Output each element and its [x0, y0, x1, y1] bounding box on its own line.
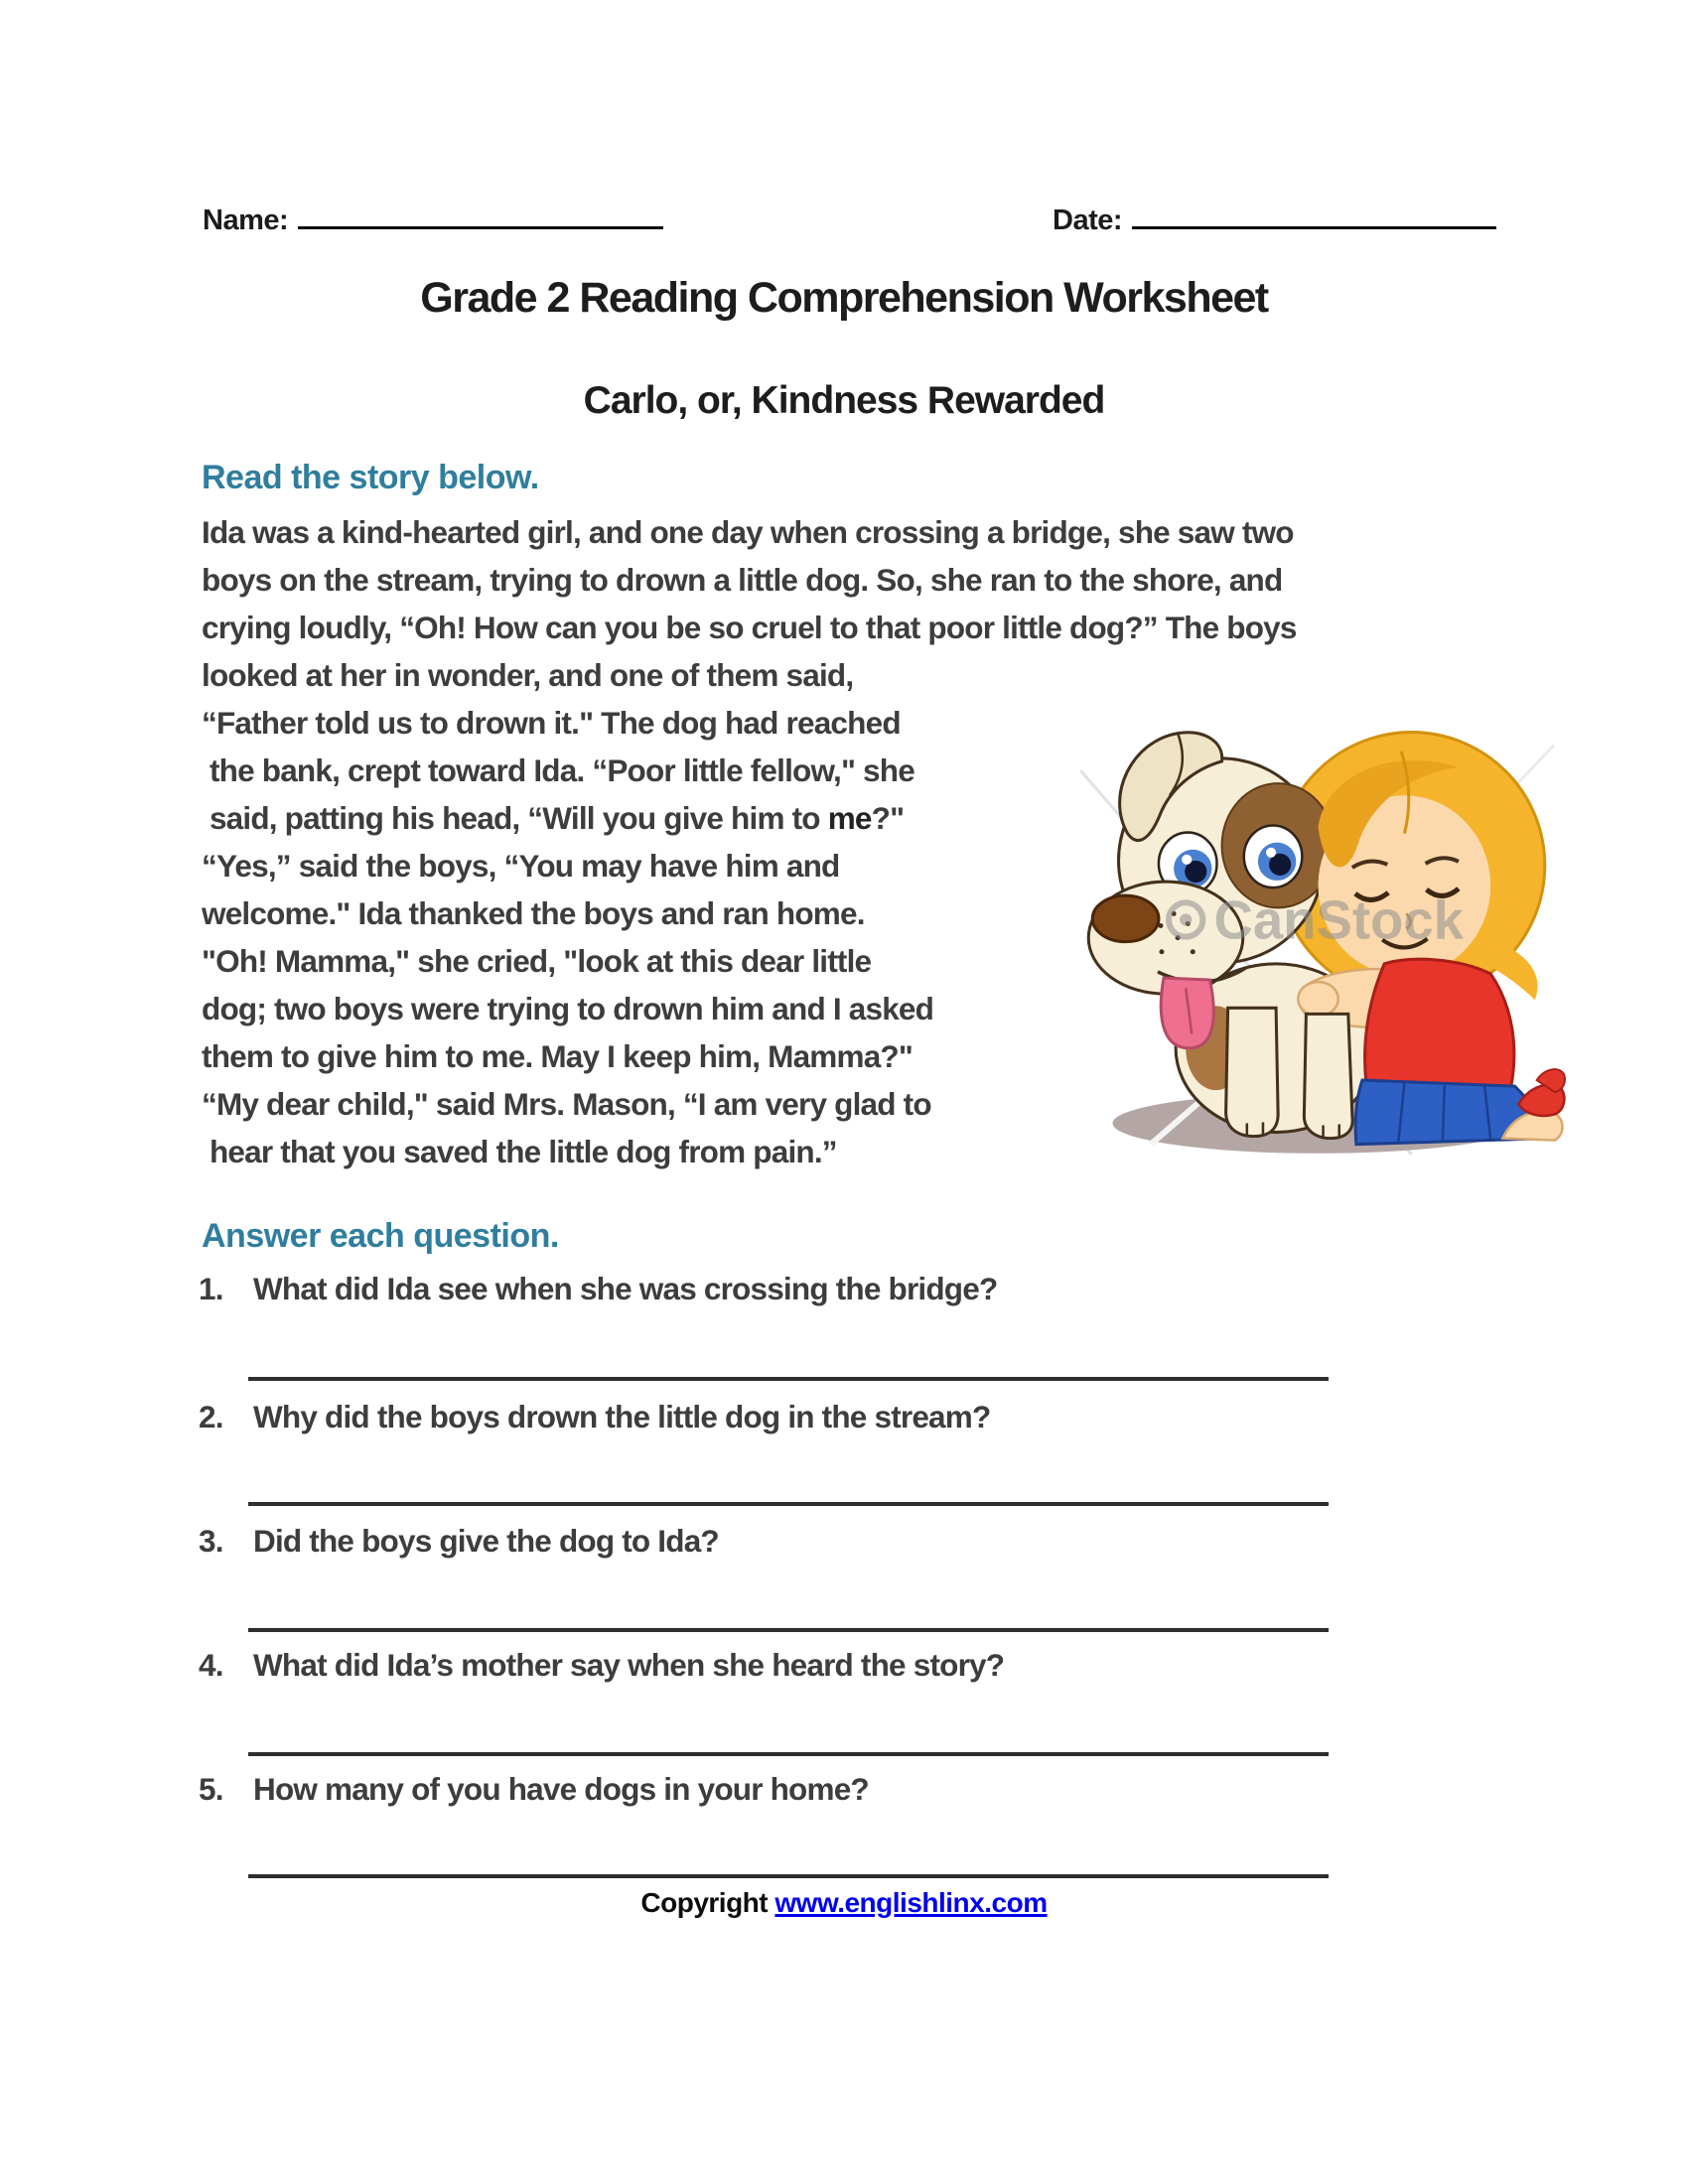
- story-line-text: said, patting his head, “Will you give him to: [202, 800, 828, 836]
- date-label: Date:: [1053, 205, 1123, 236]
- question-number: 4.: [199, 1647, 223, 1683]
- story-line: “My dear child," said Mrs. Mason, “I am very glad to: [202, 1086, 931, 1122]
- answer-line-3[interactable]: [248, 1628, 1329, 1632]
- story-line: looked at her in wonder, and one of them said,: [202, 657, 854, 693]
- story-line: dog; two boys were trying to drown him and I asked: [202, 991, 934, 1026]
- girl-red-top: [1365, 959, 1514, 1088]
- story-line: boys on the stream, trying to drown a little dog. So, she ran to the shore, and: [202, 562, 1283, 598]
- story-line-emphasis: me: [827, 800, 872, 836]
- question-text: Why did the boys drown the little dog in the stream?: [253, 1399, 991, 1434]
- question-text: How many of you have dogs in your home?: [253, 1771, 869, 1807]
- story-line: crying loudly, “Oh! How can you be so cruel to that poor little dog?” The boys: [202, 610, 1297, 645]
- question-text: What did Ida see when she was crossing the bridge?: [253, 1271, 998, 1306]
- girl-hugging-dog-illustration: [1065, 675, 1567, 1176]
- read-story-heading: Read the story below.: [202, 459, 539, 496]
- name-label: Name:: [203, 205, 289, 236]
- canstock-watermark: [1169, 890, 1465, 951]
- story-line: welcome." Ida thanked the boys and ran home.: [202, 895, 865, 931]
- story-line: the bank, crept toward Ida. “Poor little fellow," she: [202, 752, 914, 788]
- question-text: What did Ida’s mother say when she heard the story?: [253, 1647, 1005, 1683]
- story-line: “Yes,” said the boys, “You may have him and: [202, 848, 840, 884]
- date-blank-line[interactable]: [1132, 201, 1496, 229]
- girl-hugging-dog-image: [1065, 675, 1567, 1176]
- story-title: Carlo, or, Kindness Rewarded: [583, 379, 1105, 422]
- story-line-text: ?": [871, 800, 905, 836]
- question-item-2: [199, 1399, 990, 1435]
- story-line: them to give him to me. May I keep him, Mamma?": [202, 1038, 914, 1074]
- question-number: 2.: [199, 1399, 223, 1434]
- footer: [0, 1887, 1688, 1919]
- worksheet-title: Grade 2 Reading Comprehension Worksheet: [420, 274, 1268, 322]
- story-line: “Father told us to drown it." The dog had reached: [202, 705, 901, 741]
- story-line: "Oh! Mamma," she cried, "look at this dear little: [202, 943, 872, 979]
- question-item-4: [199, 1647, 1004, 1684]
- question-number: 3.: [199, 1523, 223, 1559]
- story-line: hear that you saved the little dog from pain.”: [202, 1134, 837, 1169]
- question-number: 1.: [199, 1271, 223, 1306]
- copyright-label: Copyright: [640, 1887, 775, 1918]
- answer-line-5[interactable]: [248, 1874, 1329, 1878]
- answer-line-2[interactable]: [248, 1502, 1329, 1506]
- answer-line-4[interactable]: [248, 1752, 1329, 1756]
- dog-tongue: [1161, 978, 1213, 1048]
- question-text: Did the boys give the dog to Ida?: [253, 1523, 719, 1559]
- watermark-text: CanStock: [1213, 889, 1464, 951]
- name-field: [203, 201, 663, 237]
- name-blank-line[interactable]: [298, 201, 663, 229]
- question-item-1: [199, 1271, 997, 1307]
- story-line: Ida was a kind-hearted girl, and one day when crossing a bridge, she saw two: [202, 514, 1294, 550]
- question-item-3: [199, 1523, 719, 1560]
- englishlinx-link[interactable]: www.englishlinx.com: [774, 1887, 1048, 1918]
- question-item-5: [199, 1771, 869, 1808]
- question-number: 5.: [199, 1771, 223, 1807]
- answer-questions-heading: Answer each question.: [202, 1217, 559, 1255]
- date-field: [1053, 201, 1496, 237]
- answer-line-1[interactable]: [248, 1377, 1329, 1381]
